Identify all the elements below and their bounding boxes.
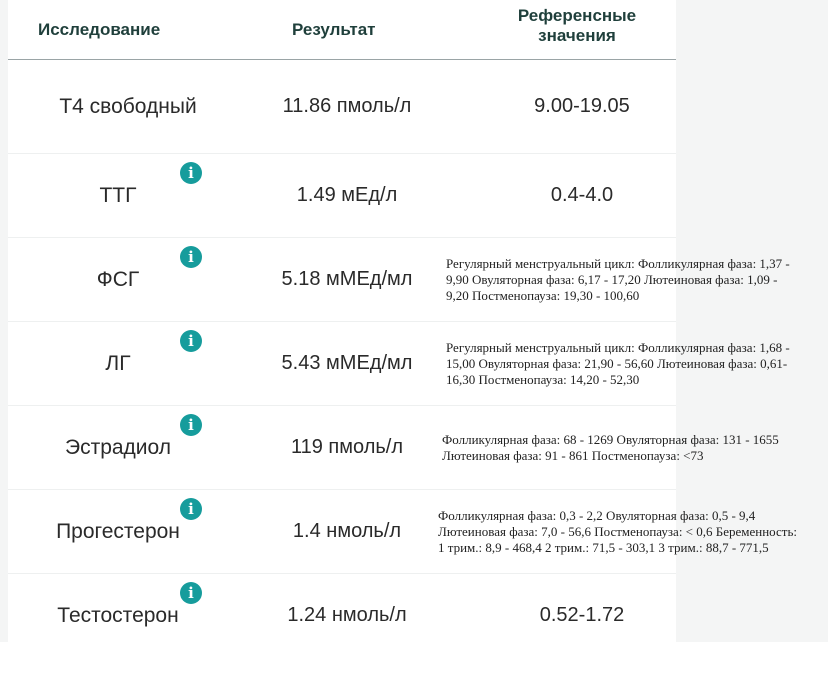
header-reference (488, 0, 666, 55)
table-row-estradiol (8, 406, 779, 490)
table-row-t4 (8, 60, 676, 154)
info-icon[interactable]: i (180, 246, 202, 268)
row-result: 119 пмоль/л (290, 436, 404, 458)
row-name: ФСГ (96, 267, 140, 291)
row-reference: Фолликулярная фаза: 68 - 1269 Овуляторная фаза: 131 - 1655 Лютеиновая фаза: 91 - 861 Постменопауза: <73 (442, 431, 779, 463)
row-name: ТТГ (99, 183, 137, 207)
results-table (8, 0, 797, 642)
row-reference: Регулярный менструальный цикл: Фолликулярная фаза: 1,68 - 15,00 Овуляторная фаза: 21,90 - 56,60 Лютеиновая фаза: 0,61-16,30 Постменопауза: 14,20 - 52,30 (446, 339, 790, 387)
row-result: 1.4 нмоль/л (292, 520, 402, 542)
info-icon[interactable]: i (180, 330, 202, 352)
row-reference: Фолликулярная фаза: 0,3 - 2,2 Овуляторная фаза: 0,5 - 9,4 Лютеиновая фаза: 7,0 - 56,6 Постменопауза: < 0,6 Беременность: 1 трим.: 8,9 - 468,4 2 трим.: 71,5 - 303,1 3 трим.: 88,7 - 771,5 (438, 507, 797, 555)
table-row-fsg (8, 238, 790, 322)
row-name: Т4 свободный (59, 94, 197, 118)
table-row-progesterone (8, 490, 797, 574)
row-result: 1.24 нмоль/л (287, 604, 407, 626)
row-name: ЛГ (105, 351, 131, 375)
table-header (8, 0, 676, 60)
row-result: 5.18 мМЕд/мл (281, 268, 413, 290)
row-reference: Регулярный менструальный цикл: Фолликулярная фаза: 1,37 - 9,90 Овуляторная фаза: 6,17 - 17,20 Лютеиновая фаза: 1,09 - 9,20 Постменопауза: 19,30 - 100,60 (446, 255, 790, 303)
header-reference-line1: Референсные (517, 5, 637, 25)
info-icon[interactable]: i (180, 162, 202, 184)
info-icon[interactable]: i (180, 582, 202, 604)
row-result: 1.49 мЕд/л (296, 184, 398, 206)
info-icon[interactable]: i (180, 498, 202, 520)
page-footer-area (0, 642, 828, 678)
row-result: 5.43 мМЕд/мл (281, 352, 413, 374)
row-reference: 9.00-19.05 (534, 95, 630, 117)
row-name: Эстрадиол (64, 435, 172, 459)
row-name: Тестостерон (57, 603, 179, 627)
info-icon[interactable]: i (180, 414, 202, 436)
table-row-lg (8, 322, 790, 406)
row-reference: 0.52-1.72 (539, 604, 625, 626)
row-name: Прогестерон (56, 519, 180, 543)
row-result: 11.86 пмоль/л (282, 95, 412, 117)
header-study: Исследование (38, 19, 161, 39)
header-reference-line2: значения (538, 25, 616, 45)
header-result: Результат (292, 19, 376, 39)
row-reference: 0.4-4.0 (550, 184, 614, 206)
table-row-ttg (8, 154, 676, 238)
